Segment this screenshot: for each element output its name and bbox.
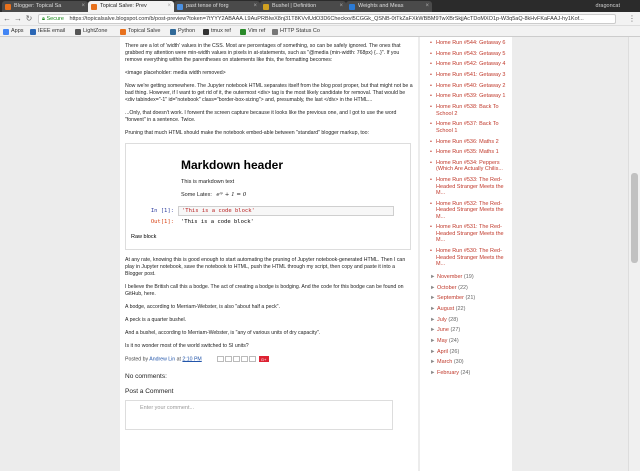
archive-month-october[interactable] — [420, 283, 512, 294]
archive-post-link[interactable]: • Home Run #541: Getaway 3 — [420, 72, 512, 79]
archive-post-list — [420, 37, 512, 268]
month-count: (22) — [458, 284, 468, 291]
bookmark-tmux-ref[interactable] — [203, 27, 231, 36]
bookmark-ieee-email[interactable] — [30, 27, 65, 36]
month-count: (21) — [465, 295, 476, 302]
page-viewport — [0, 37, 640, 471]
tab-bushel-definition[interactable] — [260, 1, 346, 12]
lock-icon: 🔒︎ — [42, 16, 45, 22]
apps-grid-icon — [3, 29, 9, 35]
tab-weights-measures[interactable] — [346, 1, 432, 12]
posted-by-label: Posted by — [125, 356, 149, 363]
output-prompt: Out[1]: — [150, 219, 174, 225]
tab-topical-salve-preview[interactable] — [88, 1, 174, 12]
archive-month-september[interactable] — [420, 293, 512, 304]
month-name[interactable]: November — [437, 273, 463, 280]
archive-month-may[interactable] — [420, 336, 512, 347]
bookmarks-bar — [0, 26, 640, 37]
month-count: (28) — [448, 316, 459, 323]
blog-post — [120, 37, 418, 471]
code-input-cell: 'This is a code block' — [178, 206, 394, 216]
bookmark-label: Python — [178, 28, 196, 34]
expand-arrow-icon[interactable]: ► — [430, 370, 436, 377]
post-paragraph: <image placeholder: media width removed> — [125, 70, 226, 76]
tab-label: Topical Salve: Prev — [100, 3, 147, 9]
notebook-markdown-text: This is markdown text — [181, 179, 235, 185]
address-bar[interactable] — [38, 14, 616, 24]
archive-post-link[interactable]: • Home Run #540: Getaway 2 — [420, 83, 512, 90]
archive-post-link[interactable]: • Home Run #533: The Red-Headed Stranger Meets the M... — [420, 177, 512, 197]
browser-toolbar — [0, 12, 640, 26]
google-plus-button[interactable]: G+ — [259, 356, 269, 362]
vim-icon — [240, 29, 246, 35]
tab-label: past tense of forg — [186, 3, 229, 9]
bookmark-label: HTTP Status Co — [280, 28, 320, 34]
archive-post-link[interactable]: • Home Run #530: The Red-Headed Stranger Meets the M... — [420, 248, 512, 268]
archive-post-link[interactable]: • Home Run #543: Getaway 5 — [420, 51, 512, 58]
month-count: (27) — [450, 327, 461, 334]
post-paragraph: And a bushel, according to Merriam-Webster, is "any of various units of dry capacity". — [125, 330, 321, 336]
post-paragraph: At any rate, knowing this is good enough to start automating the pruning of Jupyter notebook-generated HTML. Then I can play in Jupyter notebook, save the notebook to HTML, push the HTML through my script, then copy and paste it into a Blogger post. — [125, 257, 406, 277]
lightzone-icon — [75, 29, 81, 35]
bookmark-label: IEEE email — [38, 28, 66, 34]
tab-label: Bushel | Definition — [272, 3, 317, 9]
bookmark-label: tmux ref — [211, 28, 231, 34]
post-paragraph: Pruning that much HTML should make the notebook embed-able between "standard" blogger markup, too: — [125, 130, 369, 136]
bookmark-lightzone[interactable] — [75, 27, 107, 36]
month-count: (22) — [455, 305, 466, 312]
expand-arrow-icon[interactable]: ► — [430, 327, 436, 334]
month-name[interactable]: October — [437, 284, 457, 291]
notebook-latex-line — [181, 192, 246, 198]
bookmark-http-status[interactable] — [272, 27, 320, 36]
url-text: https://topicalsalve.blogspot.com/b/post-preview?token=7tYYY2ABAAA.L9AuPRBIwX8nj31T8KVvlUdO3D6Checkxvl5CGGk_QSNB-0tTkZaFXkWBBM9TwXBrSkjjAcTDoMXO1p-W3q5aQ-8kHvFKaFAAJ-hy1Kof... — [69, 16, 584, 22]
no-comments-heading: No comments: — [125, 373, 167, 381]
post-paragraph: A bodge, according to Merriam-Webster, is also "about half a peck". — [125, 304, 280, 310]
bookmark-label: Apps — [11, 28, 24, 34]
archive-post-link[interactable]: • Home Run #539: Getaway 1 — [420, 93, 512, 100]
ieee-icon — [30, 29, 36, 35]
month-name[interactable]: June — [437, 327, 449, 334]
month-count: (26) — [449, 348, 460, 355]
bookmark-python[interactable] — [170, 27, 195, 36]
bookmark-label: Topical Salve — [128, 28, 161, 34]
forward-arrow-icon[interactable]: → — [14, 14, 22, 23]
page-scrollbar[interactable] — [628, 37, 640, 471]
code-output-cell: 'This is a code block' — [181, 219, 254, 225]
archive-month-february[interactable] — [420, 368, 512, 379]
secure-label: Secure — [46, 16, 64, 22]
notebook-markdown-header: Markdown header — [181, 158, 284, 172]
wiki-favicon-icon — [349, 4, 355, 10]
facebook-share-icon[interactable] — [241, 356, 248, 362]
blogger-favicon-icon — [5, 4, 11, 10]
github-icon — [203, 29, 209, 35]
raw-block: Raw block — [131, 234, 157, 240]
author-link[interactable]: Andrew Lin — [149, 356, 176, 363]
post-time-link[interactable]: 2:10 PM — [182, 356, 202, 363]
bookmark-vim-ref[interactable] — [240, 27, 265, 36]
tab-past-tense[interactable] — [174, 1, 260, 12]
blogthis-share-icon[interactable] — [225, 356, 232, 362]
close-tab-icon[interactable]: × — [253, 3, 257, 9]
archive-month-august[interactable] — [420, 304, 512, 315]
scrollbar-thumb[interactable] — [631, 173, 638, 263]
expand-arrow-icon[interactable]: ► — [430, 305, 436, 312]
blog-archive-sidebar — [420, 37, 512, 471]
bookmark-topical-salve[interactable] — [120, 27, 160, 36]
bookmark-label: LightZone — [83, 28, 108, 34]
archive-post-link[interactable]: • Home Run #534: Peppers (Which Are Actually Chilis... — [420, 160, 512, 173]
tab-label: Blogger: Topical Sa — [14, 3, 62, 9]
expand-arrow-icon[interactable]: ► — [430, 316, 436, 323]
month-count: (19) — [463, 273, 474, 280]
month-name[interactable]: February — [437, 370, 460, 377]
blogger-icon — [120, 29, 126, 35]
post-paragraph: A peck is a quarter bushel. — [125, 317, 187, 323]
month-name[interactable]: March — [437, 359, 453, 366]
archive-month-june[interactable] — [420, 325, 512, 336]
month-name[interactable]: July — [437, 316, 447, 323]
twitter-share-icon[interactable] — [233, 356, 240, 362]
archive-month-april[interactable] — [420, 347, 512, 358]
bookmark-label: Vim ref — [248, 28, 266, 34]
close-tab-icon[interactable]: × — [167, 3, 171, 9]
page-icon — [272, 29, 278, 35]
comment-input[interactable]: Enter your comment... — [125, 400, 393, 430]
archive-post-link[interactable]: • Home Run #542: Getaway 4 — [420, 61, 512, 68]
month-name[interactable]: May — [437, 338, 448, 345]
tab-label: Weights and Meas — [358, 3, 404, 9]
pinterest-share-icon[interactable] — [249, 356, 256, 362]
close-tab-icon[interactable]: × — [425, 3, 429, 9]
month-count: (24) — [460, 370, 471, 377]
archive-month-list — [420, 272, 512, 379]
expand-arrow-icon[interactable]: ► — [430, 284, 436, 291]
tab-strip — [0, 0, 640, 12]
post-comment-heading: Post a Comment — [125, 388, 174, 396]
post-paragraph: Is it no wonder most of the world switched to SI units? — [125, 343, 249, 349]
archive-post-link[interactable]: • Home Run #532: The Red-Headed Stranger Meets the M... — [420, 201, 512, 221]
month-count: (30) — [453, 359, 464, 366]
post-footer — [125, 356, 413, 362]
expand-arrow-icon[interactable]: ► — [430, 359, 436, 366]
notebook-embed — [125, 143, 411, 250]
archive-month-november[interactable] — [420, 272, 512, 283]
archive-month-march[interactable] — [420, 357, 512, 368]
expand-arrow-icon[interactable]: ► — [430, 348, 436, 355]
post-paragraph: There are a lot of 'width' values in the CSS. Most are percentages of something, so can be safely ignored. The ones that grabbed my attention were min-width values in pixels in at-statements, such as "@media (min-width: 768px) {...}". If you remove everything within the parentheses on statements like this, the formatting becomes: — [125, 43, 401, 63]
post-paragraph: I believe the British call this a bodge. The act of creating a bodge is bodging. And the code for this bodge can be found on GitHub, here. — [125, 284, 404, 297]
close-tab-icon[interactable]: × — [81, 3, 85, 9]
tab-blogger[interactable] — [2, 1, 88, 12]
archive-post-link[interactable]: • Home Run #535: Maths 1 — [420, 149, 512, 156]
merriam-webster-favicon-icon — [263, 4, 269, 10]
month-count: (24) — [448, 338, 459, 345]
python-icon — [170, 29, 176, 35]
archive-post-link[interactable]: • Home Run #544: Getaway 6 — [420, 40, 512, 47]
bookmark-apps[interactable] — [3, 27, 24, 36]
archive-post-link[interactable]: • Home Run #537: Back To School 1 — [420, 121, 512, 134]
archive-post-link[interactable]: • Home Run #538: Back To School 2 — [420, 104, 512, 117]
back-arrow-icon[interactable]: ← — [3, 14, 11, 23]
email-share-icon[interactable] — [217, 356, 224, 362]
post-paragraph: Now we're getting somewhere. The Jupyter notebook HTML separates itself from the blog post proper, but that might not be a bad thing. However, if I want to get rid of it, the outermost <div> tag is the most likely candidate for removal. That would be <div tabindex="-1" id="notebook" class="border-box-sizing"> and, presumably, the last </div> in the HTML... — [125, 83, 413, 103]
browser-menu-icon[interactable]: ⋮ — [628, 14, 636, 23]
input-prompt: In [1]: — [150, 208, 174, 214]
expand-arrow-icon[interactable]: ► — [430, 338, 436, 345]
expand-arrow-icon[interactable]: ► — [430, 273, 436, 280]
reload-icon[interactable]: ↻ — [25, 14, 33, 23]
close-tab-icon[interactable]: × — [339, 3, 343, 9]
google-favicon-icon — [177, 4, 183, 10]
profile-name[interactable]: dragoncat — [595, 3, 620, 9]
month-name[interactable]: September — [437, 295, 464, 302]
archive-post-link[interactable]: • Home Run #531: The Red-Headed Stranger Meets the M... — [420, 224, 512, 244]
expand-arrow-icon[interactable]: ► — [430, 295, 436, 302]
month-name[interactable]: April — [437, 348, 449, 355]
month-name[interactable]: August — [437, 305, 455, 312]
at-label: at — [176, 356, 181, 363]
archive-post-link[interactable]: • Home Run #536: Maths 2 — [420, 139, 512, 146]
archive-month-july[interactable] — [420, 315, 512, 326]
share-buttons — [217, 356, 269, 362]
latex-label: Some Latex: — [181, 192, 212, 198]
post-paragraph: ...Only, that doesn't work. I forwent the screen capture because it looks like the previous one, and I got to use the word "forwent" in a sentence. Twice. — [125, 110, 397, 123]
blogger-favicon-icon — [91, 4, 97, 10]
latex-expression: eⁱᵖ + 1 = 0 — [216, 192, 247, 198]
